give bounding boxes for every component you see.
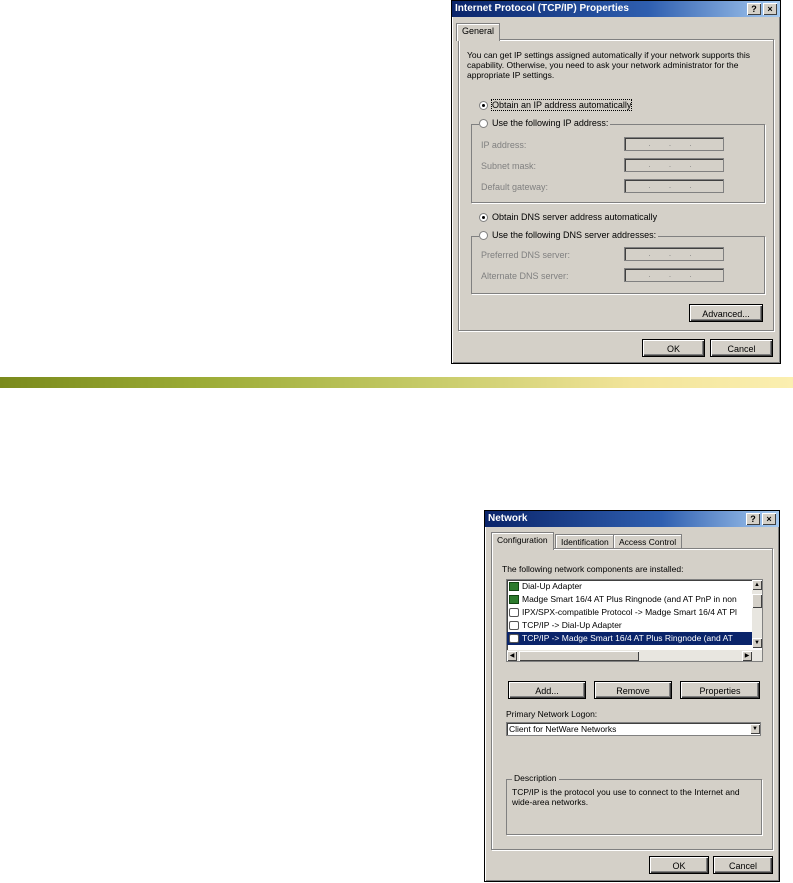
preferred-dns-field[interactable]: . . . — [624, 247, 724, 261]
list-item-label: TCP/IP -> Dial-Up Adapter — [522, 620, 622, 630]
tcpip-ok-button[interactable]: OK — [642, 339, 705, 357]
tab-configuration-label: Configuration — [497, 535, 548, 545]
preferred-dns-label: Preferred DNS server: — [481, 250, 571, 260]
use-ip-label: Use the following IP address: — [492, 118, 609, 128]
tab-general-label: General — [462, 26, 495, 36]
decorative-stripe — [0, 377, 793, 388]
obtain-dns-radio[interactable] — [479, 212, 657, 222]
intro-text: You can get IP settings assigned automatically if your network supports this capability. Otherwise, you need to ask your network administrator for the appropriate IP settings. — [467, 50, 751, 80]
help-icon[interactable]: ? — [747, 3, 761, 15]
radio-selected-icon — [479, 101, 488, 110]
radio-unselected-icon — [479, 119, 488, 128]
list-item-label: TCP/IP -> Madge Smart 16/4 AT Plus Ringnode (and AT — [522, 633, 733, 643]
list-item-label: Dial-Up Adapter — [522, 581, 583, 591]
components-list[interactable] — [506, 579, 763, 662]
help-icon[interactable]: ? — [746, 513, 760, 525]
tab-access-control-label: Access Control — [619, 537, 677, 547]
network-title: Network — [488, 513, 528, 524]
logon-select[interactable] — [506, 722, 761, 736]
use-ip-radio[interactable] — [479, 118, 610, 128]
tcpip-title: Internet Protocol (TCP/IP) Properties — [455, 3, 629, 14]
network-ok-button[interactable]: OK — [649, 856, 709, 874]
default-gateway-label: Default gateway: — [481, 182, 549, 192]
network-cancel-button[interactable]: Cancel — [713, 856, 773, 874]
network-titlebar[interactable] — [485, 511, 779, 527]
use-dns-label: Use the following DNS server addresses: — [492, 230, 657, 240]
scroll-up-icon[interactable]: ▲ — [752, 580, 762, 590]
scroll-right-icon[interactable]: ▶ — [742, 651, 752, 661]
obtain-dns-label: Obtain DNS server address automatically — [492, 212, 658, 222]
radio-selected-icon — [479, 213, 488, 222]
ip-address-field[interactable]: . . . — [624, 137, 724, 151]
tcpip-properties-dialog — [451, 0, 781, 364]
obtain-ip-label: Obtain an IP address automatically — [492, 100, 632, 110]
configuration-panel — [491, 548, 773, 850]
tab-general[interactable] — [456, 23, 500, 41]
list-item[interactable] — [507, 593, 762, 606]
close-icon[interactable]: × — [763, 3, 777, 15]
logon-label: Primary Network Logon: — [506, 709, 598, 719]
close-icon[interactable]: × — [762, 513, 776, 525]
tcpip-titlebar[interactable] — [452, 1, 780, 17]
default-gateway-field[interactable]: . . . — [624, 179, 724, 193]
obtain-ip-radio[interactable] — [479, 100, 631, 110]
dns-group — [471, 236, 765, 294]
scroll-left-icon[interactable]: ◀ — [507, 651, 517, 661]
protocol-icon — [509, 634, 519, 643]
adapter-icon — [509, 582, 519, 591]
protocol-icon — [509, 608, 519, 617]
list-item-label: Madge Smart 16/4 AT Plus Ringnode (and AT PnP in non — [522, 594, 737, 604]
scroll-thumb[interactable] — [752, 594, 762, 608]
alternate-dns-field[interactable]: . . . — [624, 268, 724, 282]
network-dialog — [484, 510, 780, 882]
list-item[interactable] — [507, 619, 762, 632]
tcpip-cancel-button[interactable]: Cancel — [710, 339, 773, 357]
chevron-down-icon[interactable]: ▼ — [750, 724, 760, 734]
add-button[interactable]: Add... — [508, 681, 586, 699]
general-panel — [458, 39, 774, 331]
alternate-dns-label: Alternate DNS server: — [481, 271, 569, 281]
scroll-down-icon[interactable]: ▼ — [752, 638, 762, 648]
logon-select-value: Client for NetWare Networks — [509, 724, 617, 734]
list-item[interactable] — [507, 606, 762, 619]
advanced-button[interactable]: Advanced... — [689, 304, 763, 322]
description-text: TCP/IP is the protocol you use to connect to the Internet and wide-area networks. — [512, 787, 740, 807]
subnet-mask-label: Subnet mask: — [481, 161, 537, 171]
remove-button[interactable]: Remove — [594, 681, 672, 699]
protocol-icon — [509, 621, 519, 630]
list-item-label: IPX/SPX-compatible Protocol -> Madge Smart 16/4 AT Pl — [522, 607, 737, 617]
properties-button[interactable]: Properties — [680, 681, 760, 699]
use-dns-radio[interactable] — [479, 230, 658, 240]
adapter-icon — [509, 595, 519, 604]
tab-identification-label: Identification — [561, 537, 609, 547]
subnet-mask-field[interactable]: . . . — [624, 158, 724, 172]
tab-configuration[interactable] — [491, 532, 554, 550]
radio-unselected-icon — [479, 231, 488, 240]
list-item-selected[interactable] — [507, 632, 762, 645]
horizontal-scroll-thumb[interactable] — [519, 651, 639, 661]
description-title: Description — [514, 773, 557, 783]
ip-address-label: IP address: — [481, 140, 527, 150]
list-item[interactable] — [507, 580, 762, 593]
components-label: The following network components are installed: — [502, 564, 684, 574]
